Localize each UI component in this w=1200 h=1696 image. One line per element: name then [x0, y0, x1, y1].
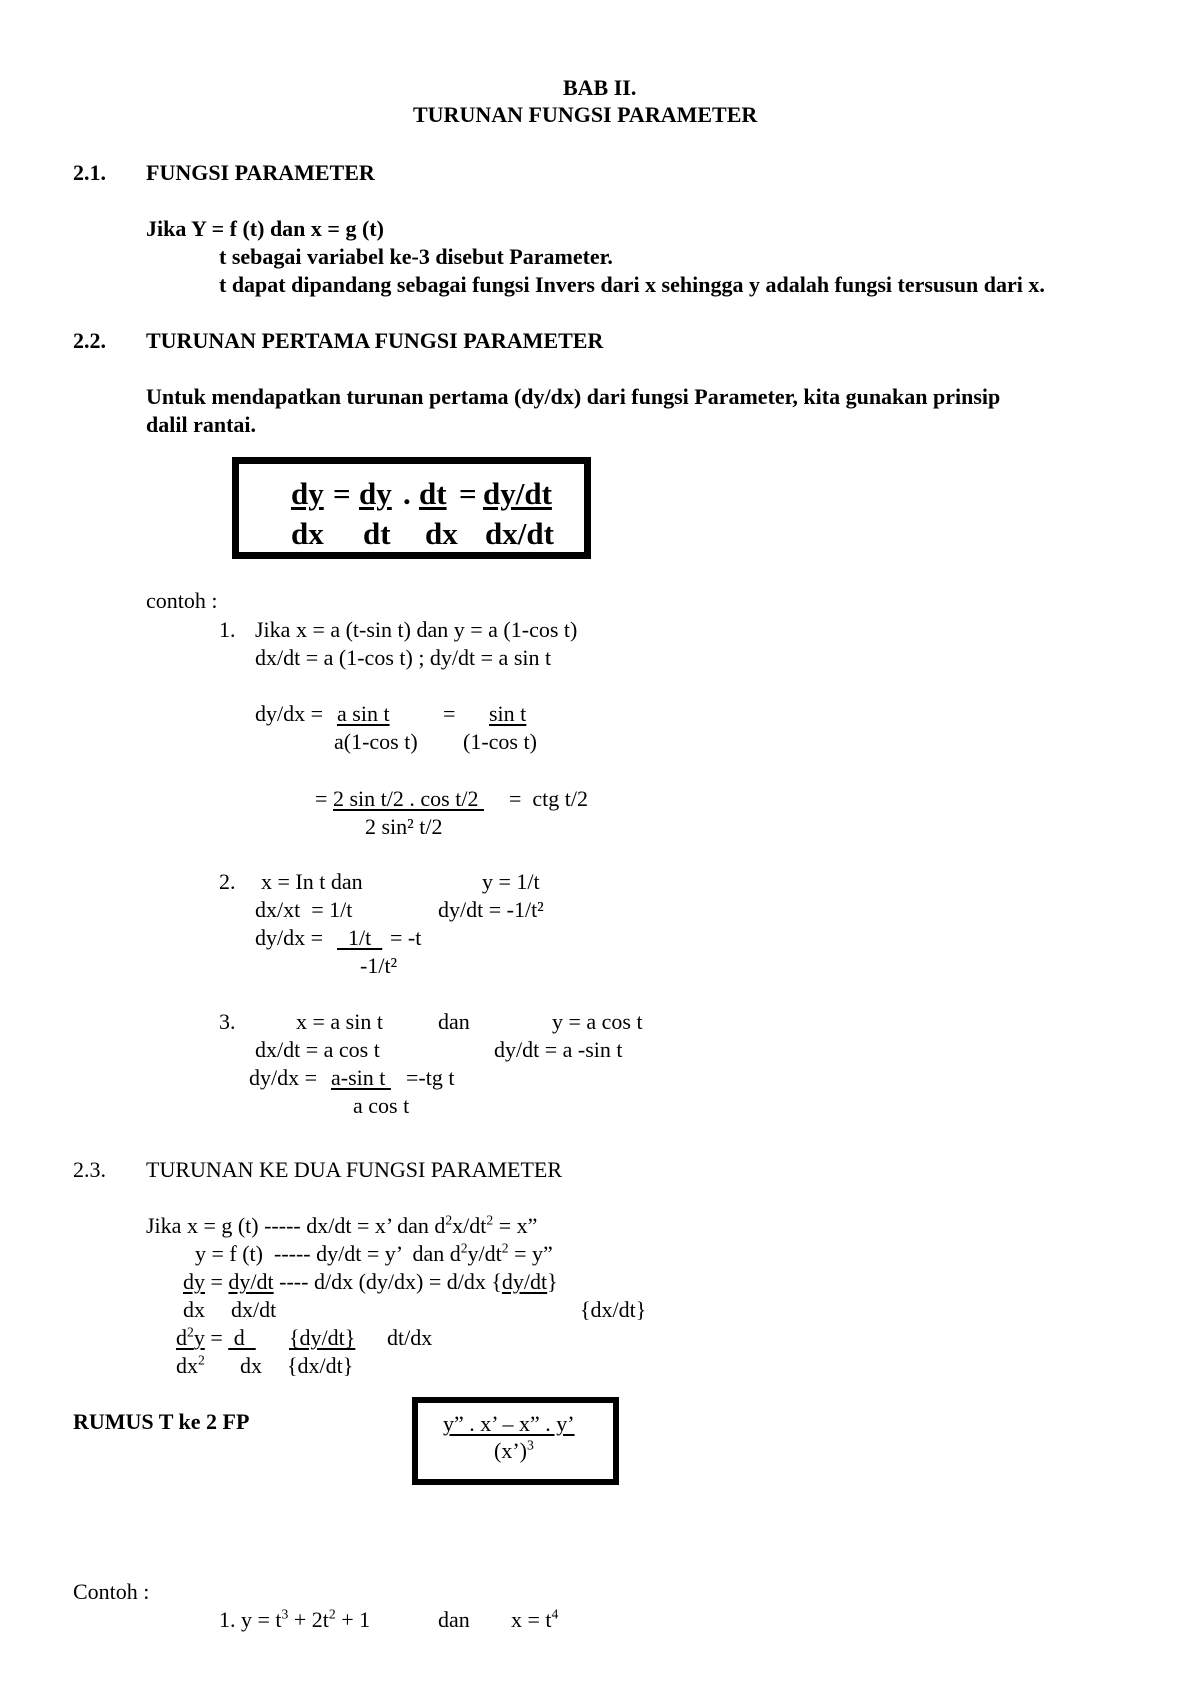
math-line: 1. $y = t^3 + 2t^2 + 1$ [219, 1606, 371, 1632]
math-line: x = In t dan [261, 869, 363, 894]
fraction-numerator: sin t [489, 701, 527, 726]
math-line: dan [438, 1009, 470, 1034]
math-line: dy/dt = -1/t² [438, 897, 544, 922]
fraction-numerator: 2 sin t/2 . cos t/2 [333, 786, 484, 811]
math-line: dy/dt = a -sin t [494, 1037, 623, 1062]
formula-numerator: dt [419, 476, 447, 511]
math-line: $x = t^4$ [511, 1606, 559, 1632]
text-line: t sebagai variabel ke-3 disebut Parameter. [219, 244, 613, 269]
text-line: Untuk mendapatkan turunan pertama (dy/dx) dari fungsi Parameter, kita gunakan prinsip [146, 384, 1001, 409]
math-line: =-tg t [406, 1065, 455, 1090]
math-line: x = a sin t [296, 1009, 383, 1034]
math-line: dan [438, 1607, 470, 1632]
formula-label: RUMUS T ke 2 FP [73, 1409, 250, 1434]
fraction-numerator: 1/t [337, 925, 383, 950]
section-number: 2.1. [73, 160, 106, 185]
example-number: 1. [219, 617, 236, 642]
fraction-denominator: dx [240, 1353, 262, 1378]
formula-equals: = [333, 476, 351, 511]
formula-numerator: dy [291, 476, 324, 511]
math-line: = -t [390, 925, 422, 950]
fraction-numerator: {dy/dt} [289, 1325, 356, 1350]
fraction-numerator: a-sin t [331, 1065, 391, 1090]
fraction-denominator: (1-cos t) [463, 729, 537, 754]
fraction-denominator: dx/dt [231, 1297, 277, 1322]
formula-denominator: dx/dt [485, 516, 554, 551]
chapter-label: BAB II. [563, 75, 637, 100]
math-line: dt/dx [387, 1325, 433, 1350]
formula-numerator: y” . x’ – x” . y’ [443, 1411, 575, 1436]
math-line: Jika x = g (t) ----- dx/dt = x’ dan $d^2x/dt^2 = x$” [146, 1212, 538, 1238]
text-line: dalil rantai. [146, 412, 257, 437]
math-line: dx/xt = 1/t [255, 897, 353, 922]
math-line: y = a cos t [552, 1009, 643, 1034]
formula-denominator: dx [291, 516, 324, 551]
formula-equals: = [459, 476, 477, 511]
math-equals: = [443, 701, 456, 726]
math-line: y = f (t) ----- dy/dt = y’ dan $d^2y/dt^2 = y$” [195, 1240, 553, 1266]
fraction-denominator: -1/t² [360, 953, 398, 978]
math-line: y = 1/t [482, 869, 540, 894]
example-number: 2. [219, 869, 236, 894]
fraction-denominator: {dx/dt} [287, 1353, 354, 1378]
formula-denominator: dx [425, 516, 458, 551]
fraction-denominator: 2 sin² t/2 [365, 814, 443, 839]
formula-numerator: dy/dt [483, 476, 552, 511]
section-title: TURUNAN PERTAMA FUNGSI PARAMETER [146, 328, 604, 353]
math-line: dx/dt = a (1-cos t) ; dy/dt = a sin t [255, 645, 552, 670]
fraction-numerator: a sin t [337, 701, 390, 726]
text-line: Jika Y = f (t) dan x = g (t) [146, 216, 384, 241]
math-equals: = [315, 786, 328, 811]
math-line: dy/dx = [255, 701, 324, 726]
formula-denominator: dt [363, 516, 391, 551]
math-line: $d^2y = d$ [176, 1324, 256, 1350]
fraction-denominator: $dx^2$ [176, 1352, 205, 1378]
math-line: dy/dx = [249, 1065, 318, 1090]
chapter-title: TURUNAN FUNGSI PARAMETER [413, 102, 758, 127]
math-line: Jika x = a (t-sin t) dan y = a (1-cos t) [255, 617, 578, 642]
fraction-denominator: a(1-cos t) [334, 729, 418, 754]
formula-denominator: (x’)$^3$ [494, 1437, 534, 1463]
fraction-denominator: {dx/dt} [580, 1297, 647, 1322]
section-title: TURUNAN KE DUA FUNGSI PARAMETER [146, 1157, 563, 1182]
example-number: 3. [219, 1009, 236, 1034]
fraction-denominator: dx [183, 1297, 205, 1322]
section-number: 2.3. [73, 1157, 106, 1182]
section-number: 2.2. [73, 328, 106, 353]
fraction-denominator: a cos t [353, 1093, 410, 1118]
math-line: dy = dy/dt ---- d/dx (dy/dx) = d/dx {dy/dt} [183, 1269, 558, 1294]
example-label: contoh : [146, 588, 218, 613]
math-line: dy/dx = [255, 925, 324, 950]
formula-numerator: dy [359, 476, 392, 511]
math-line: = ctg t/2 [509, 786, 589, 811]
text-line: t dapat dipandang sebagai fungsi Invers dari x sehingga y adalah fungsi tersusun dari x. [219, 272, 1045, 297]
formula-dot: . [403, 476, 411, 511]
example-label: Contoh : [73, 1579, 150, 1604]
math-line: dx/dt = a cos t [255, 1037, 380, 1062]
section-title: FUNGSI PARAMETER [146, 160, 375, 185]
